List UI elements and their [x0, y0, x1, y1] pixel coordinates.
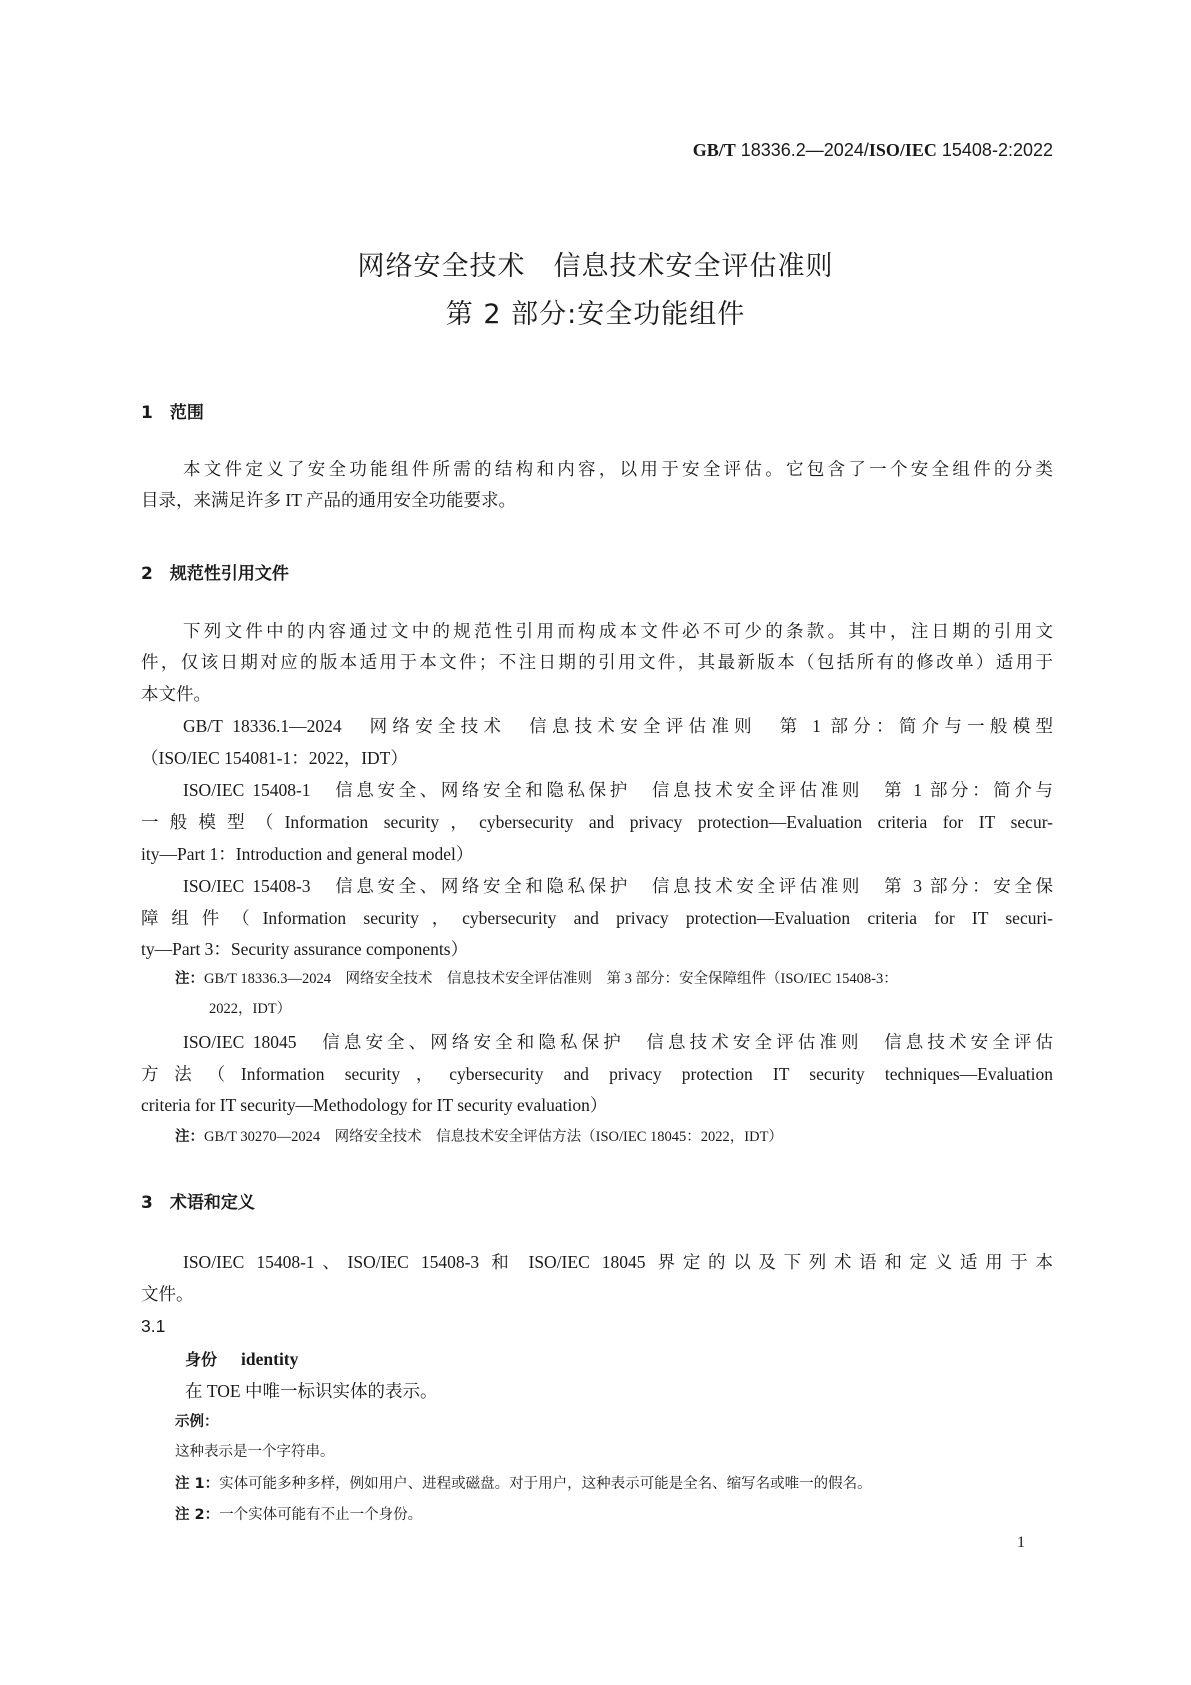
- note-text: GB/T 30270—2024 网络安全技术 信息技术安全评估方法（ISO/IEC 18045：2022，IDT）: [204, 1129, 783, 1145]
- reference-entry: GB/T 18336.1—2024 网络安全技术 信息技术安全评估准则 第 1 部分：简介与一般模型: [183, 716, 1053, 736]
- reference-note: [175, 1126, 783, 1148]
- term-chinese: 身份: [185, 1350, 218, 1369]
- paragraph-line: 下列文件中的内容通过文中的规范性引用而构成本文件必不可少的条款。其中，注日期的引用文: [183, 621, 1053, 641]
- reference-note-cont: 2022，IDT）: [209, 1001, 292, 1017]
- reference-note: [175, 968, 898, 990]
- document-subtitle: 第 2 部分:安全功能组件: [445, 299, 746, 330]
- paragraph-line: 本文件定义了安全功能组件所需的结构和内容，以用于安全评估。它包含了一个安全组件的分类: [183, 459, 1053, 479]
- reference-entry: 障组件（Information security，cybersecurity and privacy protection—Evaluation criteria for IT securi-: [141, 908, 1053, 928]
- example-label: 示例：: [175, 1414, 219, 1430]
- section-heading-normative-references: 2 规范性引用文件: [141, 564, 289, 584]
- note-text: 实体可能多种多样，例如用户、进程或磁盘。对于用户，这种表示可能是全名、缩写名或唯一的假名。: [219, 1476, 872, 1492]
- header-code-part: GB/T: [692, 140, 736, 160]
- note-label: 注 1：: [175, 1476, 220, 1492]
- term-english: identity: [241, 1349, 299, 1369]
- header-code-part: ISO/IEC: [868, 140, 937, 160]
- term-note-2: [175, 1504, 422, 1526]
- paragraph-line: ISO/IEC 15408-1、ISO/IEC 15408-3 和 ISO/IEC 18045 界定的以及下列术语和定义适用于本: [183, 1252, 1053, 1272]
- reference-entry: ISO/IEC 18045 信息安全、网络安全和隐私保护 信息技术安全评估准则 信息技术安全评估: [183, 1032, 1053, 1052]
- paragraph-line: 文件。: [141, 1284, 194, 1304]
- reference-entry: ity—Part 1：Introduction and general model）: [141, 844, 474, 864]
- reference-entry: ty—Part 3：Security assurance components）: [141, 939, 469, 959]
- note-label: 注：: [175, 971, 204, 987]
- term-heading: [185, 1348, 298, 1371]
- reference-entry: criteria for IT security—Methodology for IT security evaluation）: [141, 1095, 608, 1115]
- document-title: 网络安全技术 信息技术安全评估准则: [357, 251, 834, 282]
- reference-entry: ISO/IEC 15408-1 信息安全、网络安全和隐私保护 信息技术安全评估准则 第 1 部分：简介与: [183, 780, 1053, 800]
- note-text: 一个实体可能有不止一个身份。: [219, 1507, 423, 1523]
- paragraph-line: 件，仅该日期对应的版本适用于本文件；不注日期的引用文件，其最新版本（包括所有的修改单）适用于: [141, 652, 1053, 672]
- header-code-part: 18336.2—2024/: [735, 140, 869, 160]
- paragraph-line: 本文件。: [141, 684, 211, 704]
- note-text: GB/T 18336.3—2024 网络安全技术 信息技术安全评估准则 第 3 部分：安全保障组件（ISO/IEC 15408-3：: [204, 971, 898, 987]
- reference-entry: （ISO/IEC 154081-1：2022，IDT）: [141, 748, 408, 768]
- reference-entry: ISO/IEC 15408-3 信息安全、网络安全和隐私保护 信息技术安全评估准则 第 3 部分：安全保: [183, 876, 1053, 896]
- section-heading-scope: 1 范围: [141, 403, 204, 423]
- example-text: 这种表示是一个字符串。: [175, 1444, 335, 1460]
- term-number: 3.1: [141, 1316, 166, 1336]
- document-code-header: [693, 140, 1053, 161]
- term-definition: 在 TOE 中唯一标识实体的表示。: [185, 1381, 438, 1401]
- reference-entry: 一般模型（Information security，cybersecurity and privacy protection—Evaluation criteria for IT secur-: [141, 812, 1053, 832]
- reference-entry: 方法（Information security，cybersecurity and privacy protection IT security techniques—Evaluation: [141, 1064, 1053, 1084]
- term-note-1: [175, 1473, 872, 1495]
- page-number: 1: [1017, 1534, 1025, 1551]
- note-label: 注：: [175, 1129, 204, 1145]
- header-code-part: 15408-2:2022: [936, 140, 1053, 160]
- note-label: 注 2：: [175, 1507, 220, 1523]
- paragraph-line: 目录，来满足许多 IT 产品的通用安全功能要求。: [141, 490, 516, 510]
- section-heading-terms: 3 术语和定义: [141, 1193, 255, 1213]
